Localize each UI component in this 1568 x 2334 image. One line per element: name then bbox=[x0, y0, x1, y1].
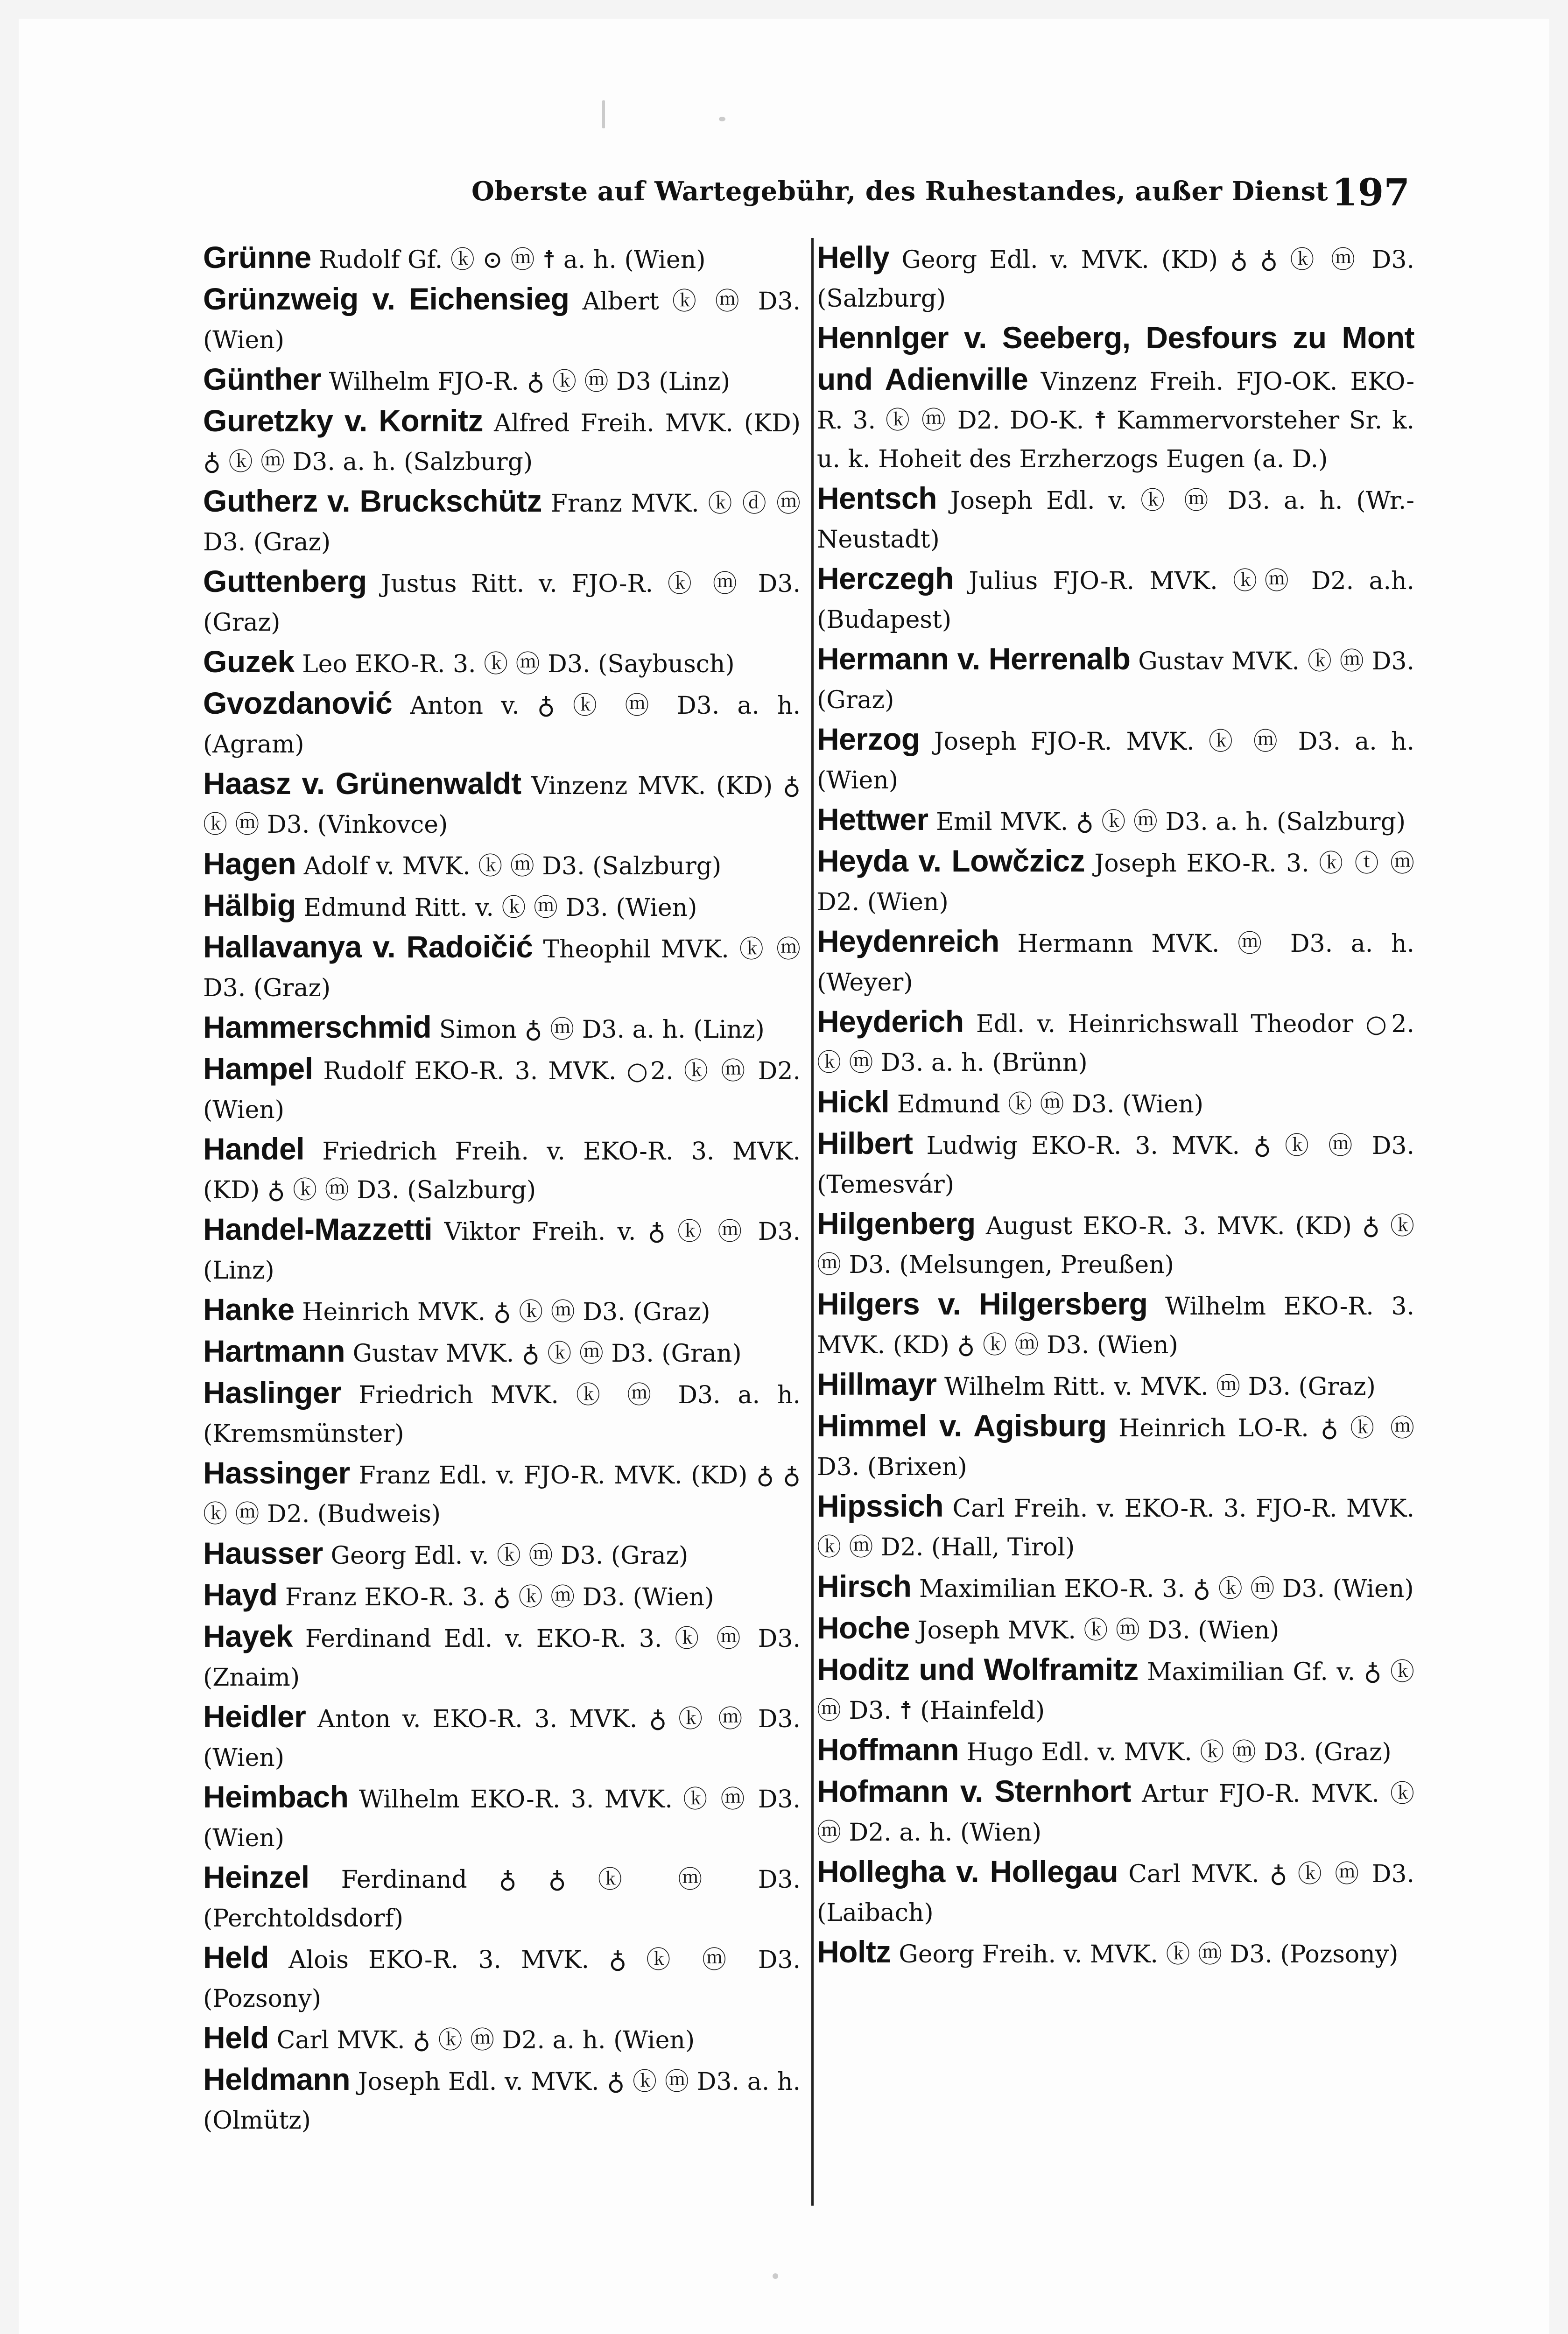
entry-surname: Hagen bbox=[203, 846, 296, 881]
entry-surname: Heyda v. Lowčzicz bbox=[817, 844, 1085, 878]
entry-surname: Helly bbox=[817, 240, 890, 274]
register-entry bbox=[817, 1650, 1414, 1730]
entry-details: Ludwig EKO-R. 3. MVK. ♁ ⓚ ⓜ D3. (Temesvár) bbox=[817, 1132, 1414, 1199]
register-entry bbox=[203, 1049, 801, 1130]
entry-details: Georg Freih. v. MVK. ⓚ ⓜ D3. (Pozsony) bbox=[899, 1940, 1399, 1968]
entry-surname: Grünzweig v. Eichensieg bbox=[203, 281, 570, 316]
entry-details: Heinrich MVK. ♁ ⓚ ⓜ D3. (Graz) bbox=[302, 1298, 710, 1326]
entry-details: Wilhelm FJO-R. ♁ ⓚ ⓜ D3 (Linz) bbox=[329, 368, 730, 396]
register-entry bbox=[203, 1373, 801, 1454]
entry-details: Carl MVK. ♁ ⓚ ⓜ D2. a. h. (Wien) bbox=[276, 2026, 695, 2054]
entry-surname: Heyderich bbox=[817, 1004, 964, 1039]
entry-details: Albert ⓚ ⓜ D3. (Wien) bbox=[203, 288, 801, 354]
register-entry bbox=[203, 401, 801, 482]
register-entry bbox=[203, 1008, 801, 1049]
register-entry bbox=[817, 1487, 1414, 1567]
entry-details: Anton v. ♁ ⓚ ⓜ D3. a. h. (Agram) bbox=[203, 692, 801, 759]
entry-surname: Himmel v. Agisburg bbox=[817, 1408, 1107, 1443]
register-entry bbox=[817, 1285, 1414, 1365]
register-entry bbox=[817, 1204, 1414, 1285]
entry-surname: Heimbach bbox=[203, 1779, 349, 1814]
entry-surname: Gutherz v. Bruckschütz bbox=[203, 484, 542, 518]
entry-surname: Guttenberg bbox=[203, 564, 367, 598]
entry-details: Leo EKO-R. 3. ⓚ ⓜ D3. (Saybusch) bbox=[302, 650, 735, 678]
entry-details: Carl Freih. v. EKO-R. 3. FJO-R. MVK. ⓚ ⓜ D2. (Hall, Tirol) bbox=[817, 1495, 1415, 1561]
entry-surname: Hampel bbox=[203, 1051, 313, 1086]
entry-details: Theophil MVK. ⓚ ⓜ D3. (Graz) bbox=[203, 935, 801, 1002]
register-entry bbox=[817, 1406, 1414, 1487]
entry-surname: Hermann v. Herrenalb bbox=[817, 641, 1131, 676]
entry-details: Georg Edl. v. ⓚ ⓜ D3. (Graz) bbox=[330, 1542, 689, 1570]
register-entry bbox=[817, 318, 1414, 479]
entry-details: Rudolf Gf. ⓚ ⊙ ⓜ ☨ a. h. (Wien) bbox=[319, 246, 706, 274]
register-entry bbox=[203, 562, 801, 642]
entry-surname: Holtz bbox=[817, 1934, 891, 1969]
register-entry bbox=[203, 642, 801, 684]
register-entry bbox=[203, 764, 801, 844]
entry-details: Franz MVK. ⓚ ⓓ ⓜ D3. (Graz) bbox=[203, 490, 801, 556]
entry-surname: Haasz v. Grünenwaldt bbox=[203, 766, 521, 801]
entry-details: Maximilian EKO-R. 3. ♁ ⓚ ⓜ D3. (Wien) bbox=[919, 1575, 1414, 1603]
register-entry bbox=[817, 1002, 1414, 1083]
right-column bbox=[817, 238, 1414, 1974]
page-header bbox=[205, 170, 1410, 222]
entry-details: Vinzenz Freih. FJO-OK. EKO-R. 3. ⓚ ⓜ D2. DO-K. ☨ Kammervorsteher Sr. k. u. k. Hoheit des Erzherzogs Eugen (a. D.) bbox=[817, 368, 1415, 473]
entry-surname: Hammerschmid bbox=[203, 1010, 432, 1044]
entry-surname: Hofmann v. Sternhort bbox=[817, 1774, 1131, 1808]
entry-details: Wilhelm EKO-R. 3. MVK. ⓚ ⓜ D3. (Wien) bbox=[203, 1786, 801, 1852]
register-entry bbox=[203, 1697, 801, 1778]
entry-details: Friedrich MVK. ⓚ ⓜ D3. a. h. (Kremsmünster) bbox=[203, 1381, 801, 1448]
entry-surname: Hallavanya v. Radoičić bbox=[203, 929, 533, 964]
entry-details: Alois EKO-R. 3. MVK. ♁ ⓚ ⓜ D3. (Pozsony) bbox=[203, 1946, 801, 2013]
entry-surname: Hennlger v. Seeberg, Desfours zu Mont und Adienville bbox=[817, 320, 1414, 396]
entry-details: Wilhelm Ritt. v. MVK. ⓜ D3. (Graz) bbox=[944, 1373, 1376, 1401]
entry-details: Gustav MVK. ⓚ ⓜ D3. (Graz) bbox=[817, 647, 1415, 714]
entry-surname: Guzek bbox=[203, 644, 295, 679]
register-entry bbox=[817, 1772, 1414, 1852]
entry-surname: Hartmann bbox=[203, 1334, 345, 1368]
entry-surname: Heldmann bbox=[203, 2062, 351, 2096]
entry-details: Alfred Freih. MVK. (KD) ♁ ⓚ ⓜ D3. a. h. (Salzburg) bbox=[203, 409, 801, 476]
entry-details: Franz Edl. v. FJO-R. MVK. (KD) ♁ ♁ ⓚ ⓜ D2. (Budweis) bbox=[203, 1462, 801, 1528]
entry-details: Joseph Edl. v. MVK. ♁ ⓚ ⓜ D3. a. h. (Olmütz) bbox=[203, 2068, 801, 2135]
page-number: 197 bbox=[1332, 170, 1410, 214]
print-speck bbox=[719, 117, 725, 121]
entry-surname: Grünne bbox=[203, 240, 311, 274]
entry-surname: Hettwer bbox=[817, 802, 928, 837]
entry-surname: Handel bbox=[203, 1132, 305, 1166]
entry-surname: Hayd bbox=[203, 1577, 278, 1612]
entry-surname: Hoditz und Wolframitz bbox=[817, 1652, 1139, 1687]
register-entry bbox=[817, 1365, 1414, 1406]
register-entry bbox=[203, 1130, 801, 1210]
register-entry bbox=[203, 280, 801, 360]
register-entry bbox=[817, 922, 1414, 1002]
register-entry bbox=[203, 2060, 801, 2140]
entry-surname: Heidler bbox=[203, 1699, 306, 1734]
entry-surname: Heinzel bbox=[203, 1860, 309, 1894]
entry-details: Adolf v. MVK. ⓚ ⓜ D3. (Salzburg) bbox=[303, 852, 722, 880]
entry-details: Julius FJO-R. MVK. ⓚⓜ D2. a.h. (Budapest) bbox=[817, 567, 1414, 634]
entry-details: Emil MVK. ♁ ⓚ ⓜ D3. a. h. (Salzburg) bbox=[936, 808, 1406, 836]
entry-surname: Hoche bbox=[817, 1610, 910, 1645]
register-entry bbox=[203, 1210, 801, 1290]
register-entry bbox=[203, 1534, 801, 1575]
entry-surname: Hickl bbox=[817, 1084, 890, 1119]
entry-surname: Hilgers v. Hilgersberg bbox=[817, 1287, 1148, 1321]
print-speck bbox=[602, 100, 605, 128]
entry-details: Franz EKO-R. 3. ♁ ⓚ ⓜ D3. (Wien) bbox=[285, 1583, 714, 1611]
entry-details: Vinzenz MVK. (KD) ♁ ⓚ ⓜ D3. (Vinkovce) bbox=[203, 772, 801, 839]
entry-details: Rudolf EKO-R. 3. MVK. ○2. ⓚ ⓜ D2. (Wien) bbox=[203, 1057, 801, 1124]
entry-details: Georg Edl. v. MVK. (KD) ♁ ♁ ⓚ ⓜ D3. (Salzburg) bbox=[817, 246, 1414, 313]
register-entry bbox=[817, 559, 1414, 640]
register-entry bbox=[817, 1567, 1414, 1609]
entry-details: Justus Ritt. v. FJO-R. ⓚ ⓜ D3. (Graz) bbox=[203, 570, 801, 637]
register-entry bbox=[817, 1609, 1414, 1650]
entry-surname: Hipssich bbox=[817, 1489, 944, 1523]
entry-details: Maximilian Gf. v. ♁ ⓚ ⓜ D3. ☨ (Hainfeld) bbox=[817, 1658, 1415, 1725]
register-entry bbox=[817, 842, 1414, 922]
entry-details: Hugo Edl. v. MVK. ⓚ ⓜ D3. (Graz) bbox=[966, 1738, 1392, 1766]
register-entry bbox=[203, 360, 801, 401]
entry-details: Joseph EKO-R. 3. ⓚ ⓣ ⓜ D2. (Wien) bbox=[817, 850, 1414, 916]
entry-details: Joseph MVK. ⓚ ⓜ D3. (Wien) bbox=[917, 1617, 1280, 1645]
register-entry bbox=[203, 1938, 801, 2018]
register-entry bbox=[203, 1575, 801, 1617]
register-entry bbox=[203, 482, 801, 562]
left-column bbox=[203, 238, 801, 2140]
entry-details: Gustav MVK. ♁ ⓚ ⓜ D3. (Gran) bbox=[352, 1340, 742, 1368]
entry-surname: Hillmayr bbox=[817, 1367, 937, 1401]
entry-details: Heinrich LO-R. ♁ ⓚ ⓜ D3. (Brixen) bbox=[817, 1414, 1414, 1481]
register-entry bbox=[203, 1778, 801, 1858]
entry-details: Simon ♁ ⓜ D3. a. h. (Linz) bbox=[439, 1016, 765, 1044]
entry-surname: Herczegh bbox=[817, 561, 954, 596]
running-title: Oberste auf Wartegebühr, des Ruhestandes, außer Dienst bbox=[471, 176, 1329, 207]
entry-surname: Handel-Mazzetti bbox=[203, 1212, 433, 1246]
entry-surname: Haslinger bbox=[203, 1375, 342, 1410]
register-entry bbox=[203, 1858, 801, 1938]
register-entry bbox=[203, 844, 801, 886]
register-entry bbox=[203, 1290, 801, 1332]
entry-surname: Hälbig bbox=[203, 888, 296, 922]
register-entry bbox=[817, 238, 1414, 318]
register-entry bbox=[817, 1124, 1414, 1204]
register-entry bbox=[203, 2018, 801, 2060]
entry-surname: Herzog bbox=[817, 722, 920, 756]
register-entry bbox=[203, 1332, 801, 1373]
register-entry bbox=[817, 640, 1414, 720]
entry-surname: Hentsch bbox=[817, 481, 937, 515]
entry-details: Carl MVK. ♁ ⓚ ⓜ D3. (Laibach) bbox=[817, 1860, 1414, 1927]
register-entry bbox=[817, 800, 1414, 842]
register-entry bbox=[203, 928, 801, 1008]
entry-details: Joseph Edl. v. ⓚ ⓜ D3. a. h. (Wr.-Neustadt) bbox=[817, 487, 1414, 554]
entry-surname: Held bbox=[203, 1940, 269, 1975]
entry-surname: Gvozdanović bbox=[203, 686, 393, 720]
entry-details: Edmund ⓚ ⓜ D3. (Wien) bbox=[897, 1090, 1204, 1118]
entry-details: Anton v. EKO-R. 3. MVK. ♁ ⓚ ⓜ D3. (Wien) bbox=[203, 1705, 801, 1772]
entry-surname: Hanke bbox=[203, 1292, 295, 1327]
register-entry bbox=[203, 1617, 801, 1697]
register-entry bbox=[203, 886, 801, 928]
register-entry bbox=[817, 1083, 1414, 1124]
entry-surname: Heydenreich bbox=[817, 924, 999, 958]
entry-details: Joseph FJO-R. MVK. ⓚ ⓜ D3. a. h. (Wien) bbox=[817, 728, 1415, 794]
column-divider bbox=[811, 238, 814, 2206]
register-entry bbox=[817, 1852, 1414, 1933]
entry-details: Friedrich Freih. v. EKO-R. 3. MVK. (KD) ♁ ⓚ ⓜ D3. (Salzburg) bbox=[203, 1138, 801, 1204]
register-entry bbox=[817, 479, 1414, 559]
entry-surname: Hirsch bbox=[817, 1569, 912, 1603]
entry-surname: Hilbert bbox=[817, 1126, 913, 1160]
entry-surname: Hayek bbox=[203, 1619, 293, 1653]
entry-details: Ferdinand Edl. v. EKO-R. 3. ⓚ ⓜ D3. (Znaim) bbox=[203, 1625, 801, 1692]
entry-surname: Guretzky v. Kornitz bbox=[203, 403, 483, 438]
entry-details: Wilhelm EKO-R. 3. MVK. (KD) ♁ ⓚ ⓜ D3. (Wien) bbox=[817, 1293, 1415, 1359]
entry-surname: Hausser bbox=[203, 1536, 323, 1570]
entry-surname: Held bbox=[203, 2020, 269, 2055]
entry-details: Edmund Ritt. v. ⓚ ⓜ D3. (Wien) bbox=[303, 894, 697, 922]
entry-surname: Hollegha v. Hollegau bbox=[817, 1854, 1118, 1889]
entry-surname: Günther bbox=[203, 362, 322, 396]
entry-details: Edl. v. Heinrichswall Theodor ○2. ⓚ ⓜ D3. a. h. (Brünn) bbox=[817, 1010, 1414, 1077]
entry-surname: Hoffmann bbox=[817, 1732, 959, 1767]
register-entry bbox=[203, 238, 801, 280]
entry-details: Hermann MVK. ⓜ D3. a. h. (Weyer) bbox=[817, 930, 1414, 997]
print-speck bbox=[773, 2273, 778, 2279]
entry-surname: Hilgenberg bbox=[817, 1206, 976, 1241]
entry-details: Viktor Freih. v. ♁ ⓚ ⓜ D3. (Linz) bbox=[203, 1218, 801, 1285]
register-entry bbox=[817, 1933, 1414, 1974]
register-entry bbox=[817, 720, 1414, 800]
entry-details: Artur FJO-R. MVK. ⓚ ⓜ D2. a. h. (Wien) bbox=[817, 1780, 1415, 1847]
entry-surname: Hassinger bbox=[203, 1455, 350, 1490]
entry-details: Ferdinand ♁ ♁ ⓚ ⓜ D3. (Perchtoldsdorf) bbox=[203, 1866, 801, 1933]
register-entry bbox=[203, 1454, 801, 1534]
register-entry bbox=[203, 684, 801, 764]
entry-details: August EKO-R. 3. MVK. (KD) ♁ ⓚ ⓜ D3. (Melsungen, Preußen) bbox=[817, 1212, 1415, 1279]
register-entry bbox=[817, 1730, 1414, 1772]
